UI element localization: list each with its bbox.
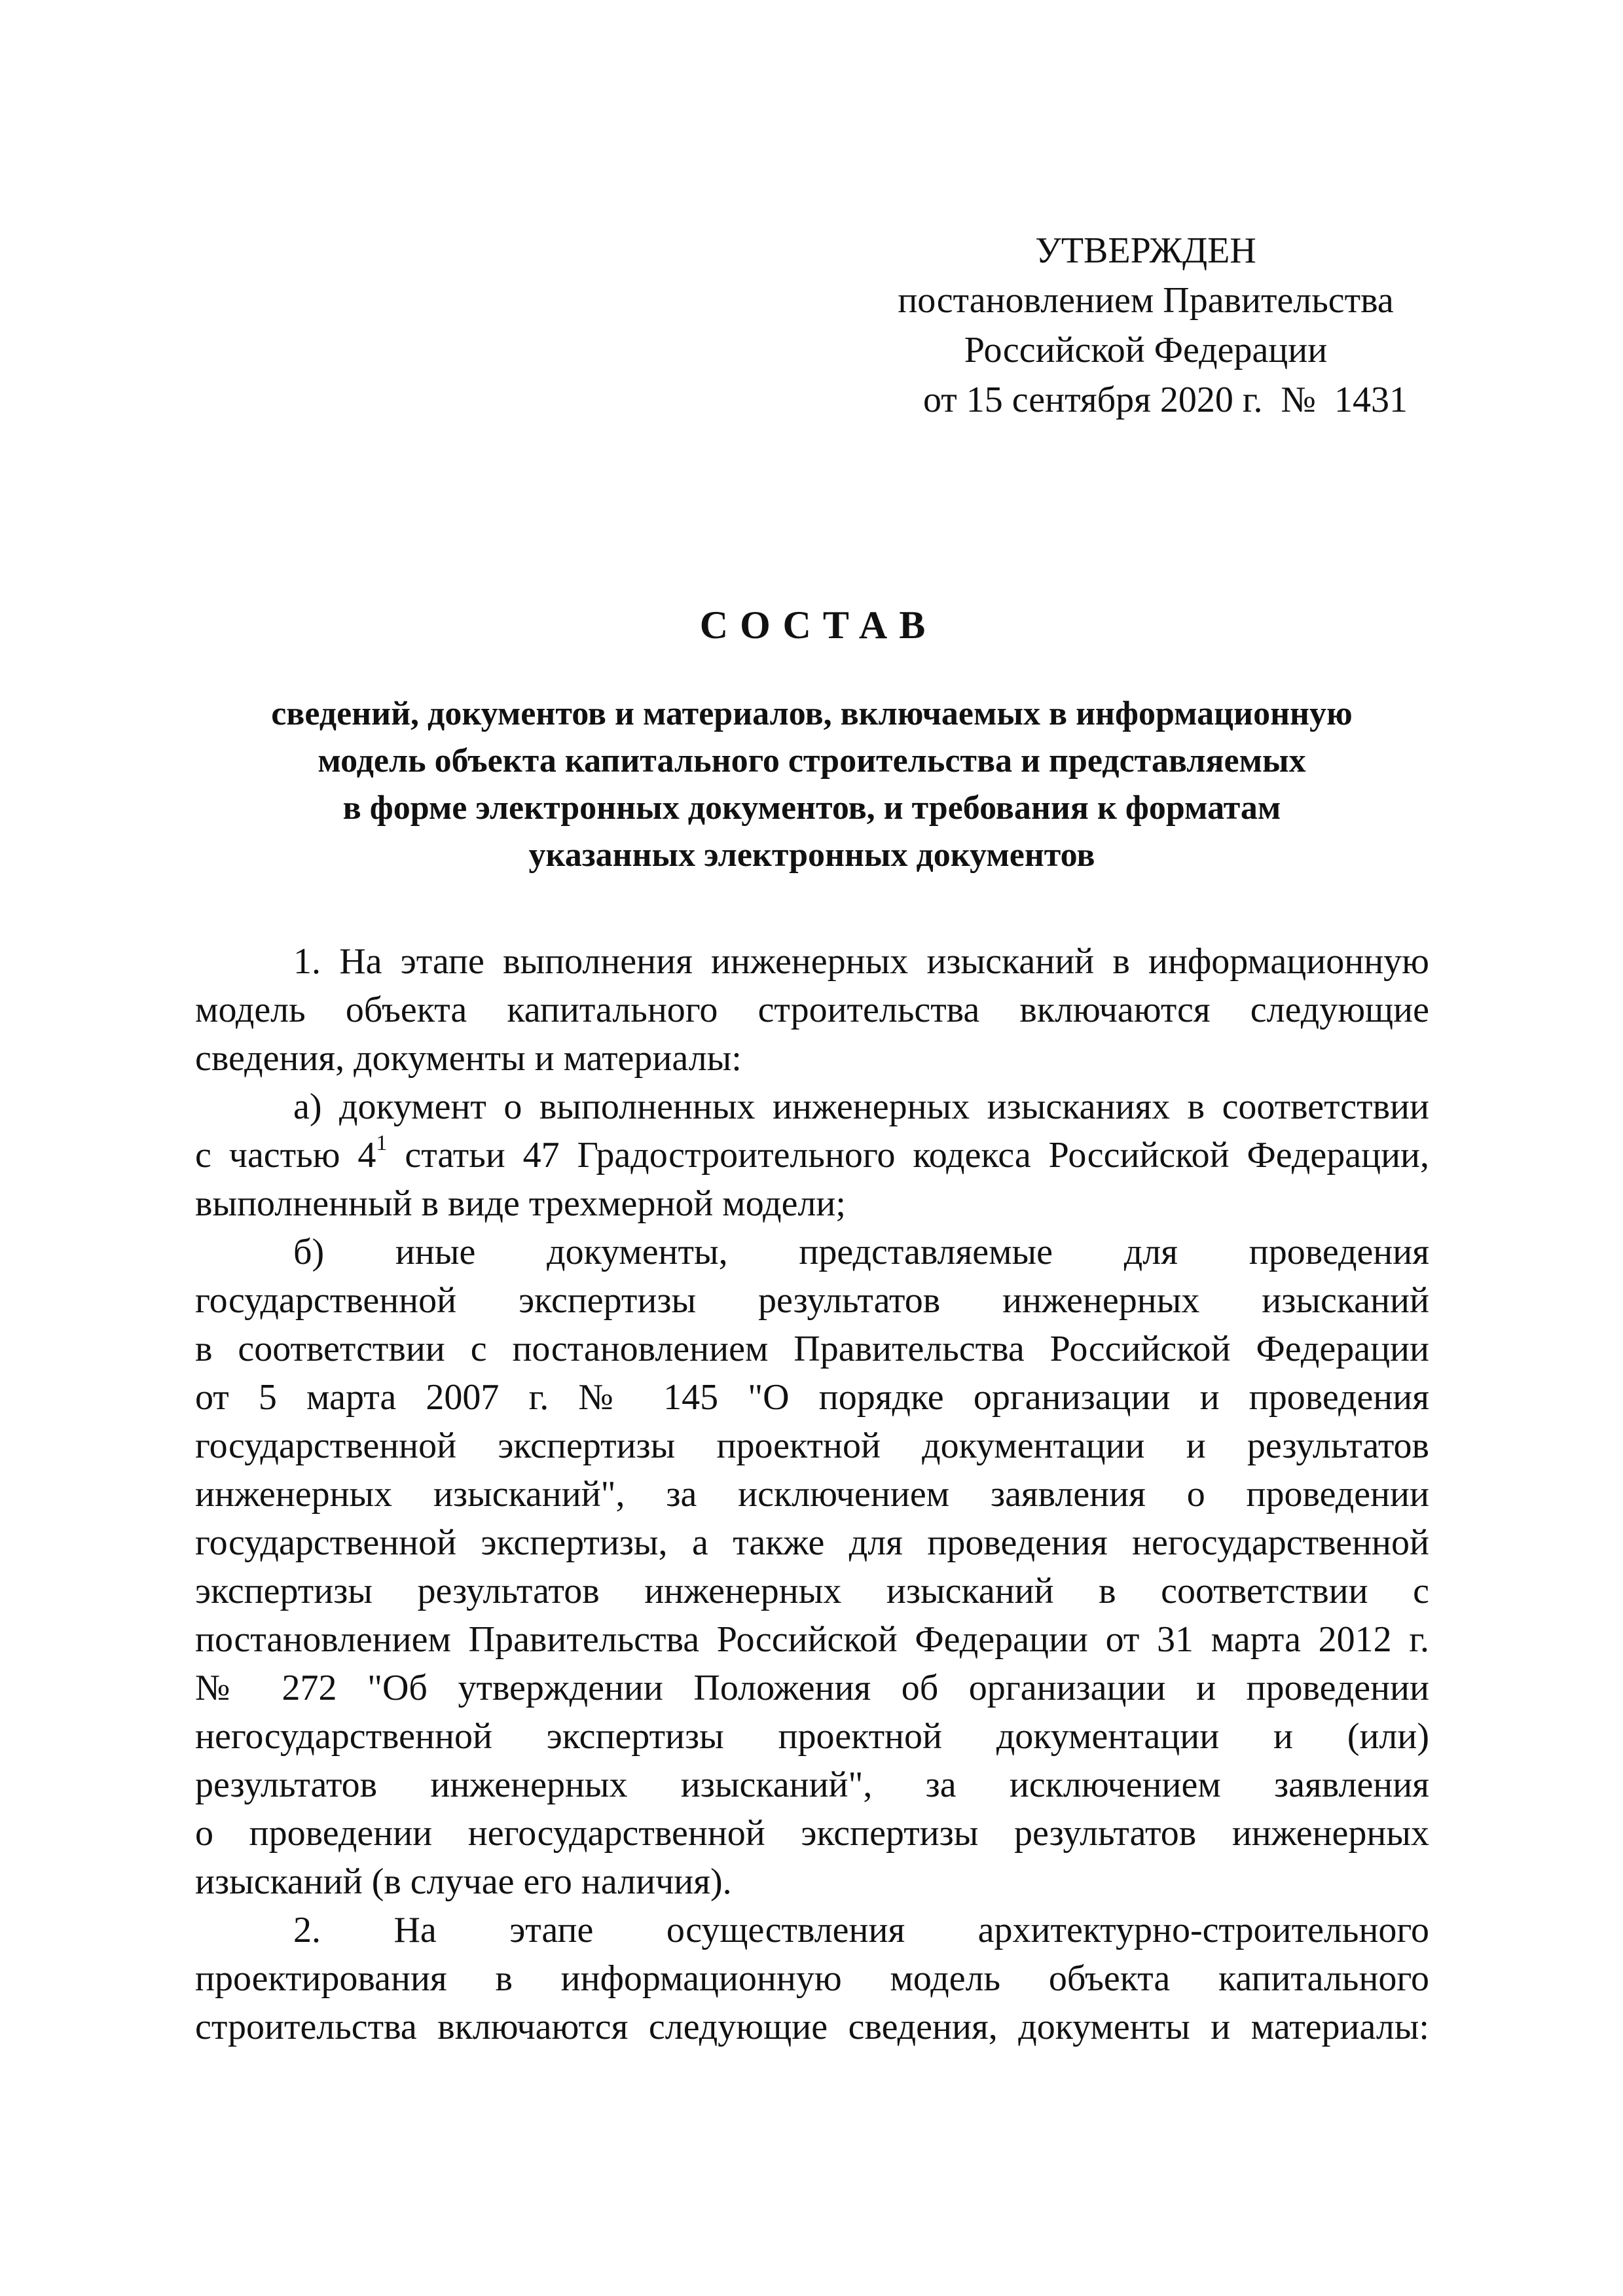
- body-line: инженерных изысканий", за исключением заявления о проведении: [195, 1474, 1429, 1515]
- body-line: от 5 марта 2007 г. № 145 "О порядке организации и проведения: [195, 1377, 1429, 1418]
- approval-stamp-block: [851, 226, 1440, 425]
- body-line: результатов инженерных изысканий", за исключением заявления: [195, 1765, 1429, 1805]
- document-body: [195, 937, 1429, 2051]
- approval-date: от 15 сентября 2020 г.: [923, 380, 1263, 420]
- body-line: 1. На этапе выполнения инженерных изысканий в информационную: [293, 941, 1429, 982]
- body-line: проектирования в информационную модель объекта капитального: [195, 1958, 1429, 1999]
- body-line: негосударственной экспертизы проектной документации и (или): [195, 1716, 1429, 1757]
- document-heading: [183, 599, 1440, 879]
- subtitle-line: в форме электронных документов, и требования к форматам: [342, 789, 1281, 827]
- approval-line-date: [851, 375, 1440, 425]
- body-line: о проведении негосударственной экспертизы результатов инженерных: [195, 1813, 1429, 1854]
- approval-title: УТВЕРЖДЕН: [1035, 230, 1256, 271]
- body-line: [195, 1131, 1429, 1179]
- superscript: 1: [376, 1131, 388, 1156]
- body-text-fragment: с частью 4: [195, 1135, 376, 1175]
- body-line: изысканий (в случае его наличия).: [195, 1861, 732, 1902]
- body-line: 2. На этапе осуществления архитектурно-строительного: [293, 1910, 1429, 1950]
- body-line: государственной экспертизы проектной документации и результатов: [195, 1426, 1429, 1466]
- body-text-fragment: статьи 47 Градостроительного кодекса Российской Федерации,: [387, 1135, 1430, 1175]
- body-line: в соответствии с постановлением Правительства Российской Федерации: [195, 1329, 1429, 1369]
- subtitle-line: сведений, документов и материалов, включаемых в информационную: [271, 695, 1353, 732]
- body-line: выполненный в виде трехмерной модели;: [195, 1183, 846, 1224]
- approval-number-sign: №: [1281, 380, 1316, 420]
- approval-number: 1431: [1334, 380, 1408, 420]
- document-subtitle: [183, 691, 1440, 879]
- body-line: строительства включаются следующие сведения, документы и материалы:: [195, 2007, 1429, 2047]
- body-line: б) иные документы, представляемые для проведения: [293, 1232, 1429, 1272]
- body-line: а) документ о выполненных инженерных изысканиях в соответствии: [293, 1086, 1429, 1127]
- body-line: модель объекта капитального строительства включаются следующие: [195, 990, 1429, 1030]
- approval-line-federation: Российской Федерации: [964, 330, 1328, 370]
- body-line: № 272 "Об утверждении Положения об организации и проведении: [195, 1668, 1429, 1708]
- body-line: сведения, документы и материалы:: [195, 1038, 742, 1079]
- document-title: СОСТАВ: [699, 603, 938, 647]
- body-line: экспертизы результатов инженерных изысканий в соответствии с: [195, 1571, 1429, 1611]
- subtitle-line: модель объекта капитального строительства и представляемых: [318, 742, 1306, 780]
- body-line: государственной экспертизы, а также для проведения негосударственной: [195, 1522, 1429, 1563]
- subtitle-line: указанных электронных документов: [528, 836, 1095, 874]
- approval-line-decree: постановлением Правительства: [898, 280, 1394, 321]
- body-line: государственной экспертизы результатов инженерных изысканий: [195, 1280, 1429, 1321]
- body-line: постановлением Правительства Российской Федерации от 31 марта 2012 г.: [195, 1619, 1429, 1660]
